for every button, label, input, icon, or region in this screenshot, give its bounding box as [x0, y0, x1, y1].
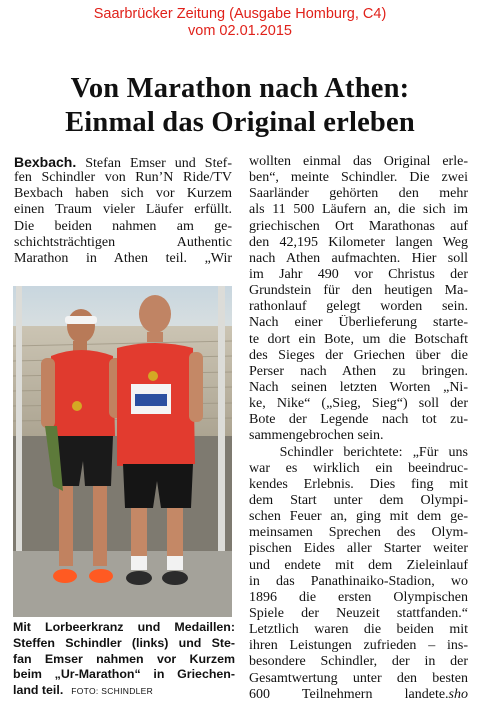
photo-caption	[13, 620, 235, 699]
text-line: schen Feuer an, ging mit dem ge-	[249, 509, 468, 525]
text-line: Letztlich waren die beiden mit	[249, 622, 468, 638]
headline-line-1: Von Marathon nach Athen:	[70, 73, 410, 104]
text-line: den 42,195 Kilometer langen Weg	[249, 234, 468, 250]
dateline: Bexbach.	[14, 154, 77, 170]
text-line: als 11 500 Läufern an, die sich im	[249, 202, 468, 218]
photo-credit: FOTO: SCHINDLER	[71, 686, 154, 697]
text-line: Bexbach haben sich vor Kurzem	[14, 186, 232, 202]
text-line	[14, 154, 232, 170]
source-note	[0, 6, 480, 40]
article-photo	[13, 286, 232, 617]
article-headline	[0, 72, 480, 140]
caption-line: beim „Ur-Marathon“ in Griechen-	[13, 667, 235, 682]
text-fragment: 600 Teilnehmern landete.	[249, 686, 449, 702]
caption-line: Steffen Schindler (links) und Ste-	[13, 635, 235, 650]
text-line: schichtsträchtigen Authentic	[14, 234, 232, 250]
text-line: Grundstein für den heutigen Ma-	[249, 283, 468, 299]
caption-line: fan Emser nahmen vor Kurzem	[13, 651, 235, 666]
text-line: kendes Erlebnis. Dies fing mit	[249, 476, 468, 492]
photo-illustration	[13, 286, 232, 617]
right-column-text	[249, 154, 468, 703]
text-line: griechischen Ort Marathonas auf	[249, 218, 468, 234]
text-line: pischen Eides aller Starter weiter	[249, 541, 468, 557]
text-line: nach Athen aufmachten. Hier soll	[249, 250, 468, 266]
text-line: rathonlauf gelegt worden sein.	[249, 299, 468, 315]
text-line: te dort ein Bote, um die Botschaft	[249, 331, 468, 347]
text-line: einen Traum vieler Läufer erfüllt.	[14, 202, 232, 218]
text-line: in das Panathinaiko-Stadion, wo	[249, 573, 468, 589]
text-line: dem Start unter dem Olympi-	[249, 492, 468, 508]
text-line: Marathon in Athen teil. „Wir	[14, 250, 232, 266]
text-line: Die beiden nahmen am ge-	[14, 218, 232, 234]
caption-line	[13, 683, 235, 699]
text-line: Perser nach Athen zu bringen.	[249, 363, 468, 379]
text-line: Spiele der Neuzeit stattfanden.“	[249, 605, 468, 621]
text-line: Nach einer Überlieferung starte-	[249, 315, 468, 331]
text-line: ke, Nike“ („Sieg, Sieg“) soll der	[249, 396, 468, 412]
text-line: des Sieges der Griechen über die	[249, 347, 468, 363]
text-line: Gesamtwertung unter den besten	[249, 670, 468, 686]
text-line: ben“, meinte Schindler. Die zwei	[249, 170, 468, 186]
text-line: Nach seinen letzten Worten „Ni-	[249, 379, 468, 395]
text-line: fen Schindler von Run’N Ride/TV	[14, 170, 232, 186]
text-line: besondere Schindler, der in der	[249, 654, 468, 670]
text-line: Schindler berichtete: „Für uns	[249, 444, 468, 460]
left-column-text	[14, 154, 232, 267]
text-line: sammengebrochen sein.	[249, 428, 384, 444]
text-line: war es wirklich ein beeindruc-	[249, 460, 468, 476]
text-line	[249, 687, 468, 703]
text-line: und endete mit dem Zieleinlauf	[249, 557, 468, 573]
text-line: Saarländer gehörten den mehr	[249, 186, 468, 202]
caption-line: Mit Lorbeerkranz und Medaillen:	[13, 620, 235, 634]
source-date: vom 02.01.2015	[188, 23, 292, 39]
text-fragment: Stefan Emser und Stef-	[76, 156, 232, 171]
text-line: wollten einmal das Original erle-	[249, 154, 468, 169]
text-line: meinsamen Sprechen des Olym-	[249, 525, 468, 541]
text-line: im Jahr 490 vor Christus der	[249, 266, 468, 282]
text-line: ihren Leistungen zufrieden – ins-	[249, 638, 468, 654]
source-publication: Saarbrücker Zeitung (Ausgabe Homburg, C4)	[93, 6, 387, 22]
author-signature: sho	[448, 686, 468, 702]
caption-text: land teil.	[13, 683, 64, 698]
text-line: Bote der Legende nach tot zu-	[249, 412, 468, 428]
text-line: 1896 die ersten Olympischen	[249, 589, 468, 605]
headline-line-2: Einmal das Original erleben	[65, 107, 415, 138]
